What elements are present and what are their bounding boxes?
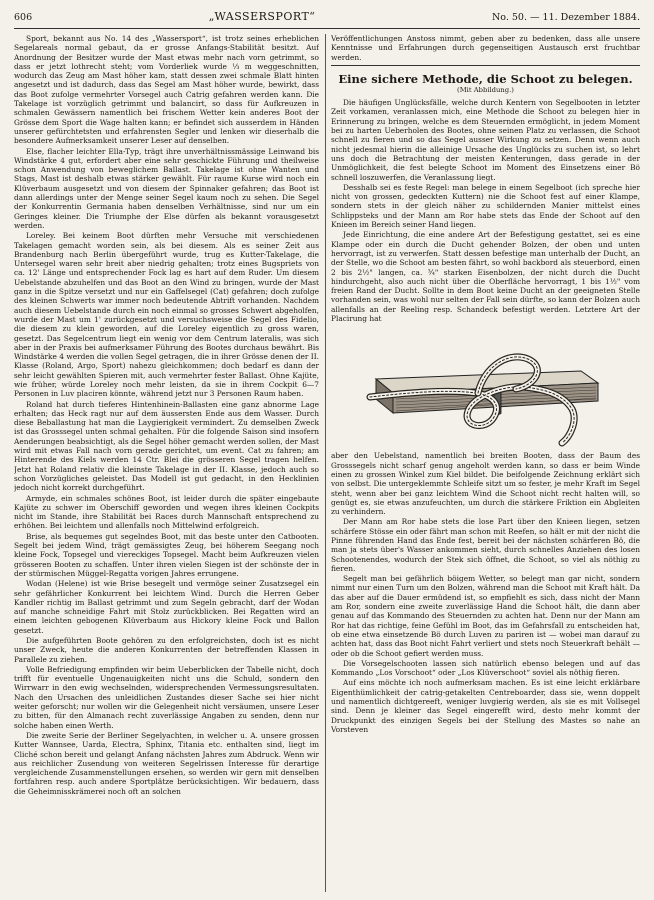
paragraph: Sport, bekannt aus No. 14 des „Wassersport“, ist trotz seines erheblichen Segelareals normal gebaut, da er grosse Anfangs-Stabilität besitzt. Auf Anordnung der Besitzer wurde der Mast etwas mehr nach vorn getrimmt, so dass er jetzt lothrecht steht; vom Vorderliek wurde ⅓ m weggeschnitten, wodurch das Zeug am Mast höher kam, statt dessen zwei schmale Blatt hinten angesetzt und ist dadurch, dass das Segel am Mast höher wurde, bewirkt, dass das Boot zufolge vermehrter Vorsegel auch Catrig gefahren werden kann. Die Takelage ist vorzüglich getrimmt und balancirt, so dass für Aufkreuzen in schmalen Gewässern namentlich bei frischem Wetter kein anderes Boot der Grösse dem Sport die Wage halten kann; er befindet sich ausserdem in Händen unserer gefürchtetsten und erfahrensten Segler und lenken wir dieserhalb die besondere Aufmerksamkeit unserer Leser auf denselben. — [14, 34, 319, 146]
paragraph: Volle Befriedigung empfinden wir beim Ueberblicken der Tabelle nicht, doch trifft für eventuelle Ungenauigkeiten nicht uns die Schuld, sondern den Wirrwarr in den ewig wechselnden, widersprechenden Vermessungsresultaten. Nach den Ursachen des unleidlichen Zustandes dieser Sache sei hier nicht weiter geforscht; nur wollen wir die Gelegenheit nicht versäumen, unsere Leser zu bitten, für den Almanach recht zuverlässige Angaben zu senden, denn nur solche haben einen Werth. — [14, 664, 319, 730]
publication-title: „WASSERSPORT“ — [208, 10, 316, 23]
paragraph: Die Vorsegelschooten lassen sich natürlich ebenso belegen und auf das Kommando „Los Vorschoot“ oder „Los Klüverschoot“ soviel als nöthig fieren. — [331, 658, 640, 678]
right-column — [331, 34, 640, 892]
article-subtitle: (Mit Abbildung.) — [457, 85, 514, 94]
paragraph: Brise, als bequemes gut segelndes Boot, mit das beste unter den Catbooten. Segelt bei jedem Wind, trägt gemässigtes Zeug, bei höherem Seegang noch kleine Fock, Topsegel und viereckiges Topsegel. Macht beim Aufkreuzen vielen grösseren Booten zu schaffen. Unter ihren vielen Siegen ist der schönste der in der stürmischen Müggel-Regatta vorigen Jahres errungene. — [14, 531, 319, 578]
paragraph: Else, flacher leichter Ella-Typ, trägt ihre unverhältnissmässige Leinwand bis Windstärke 4 gut, erfordert aber eine sehr geschickte Führung und theilweise schon Anwendung von beweglichem Ballast. Takelage ist ohne Wanten und Stags, Mast ist deshalb etwas stärker gewählt. Für raume Kurse wird noch ein Klüverbaum ausgesetzt und von diesem der Spinnaker gefahren; das Boot ist dann allerdings unter der Menge seiner Segel kaum noch zu sehen. Die Segel der Konkurrentin Germania haben denselben Verhältnisse, sind nur um ein Geringes kleiner. Die Triumphe der Else dürfen als bekannt vorausgesetzt werden. — [14, 146, 319, 230]
issue-info: No. 50. — 11. Dezember 1884. — [491, 12, 640, 23]
paragraph: aber den Uebelstand, namentlich bei breiten Booten, dass der Baum des Grosssegels nicht scharf genug angeholt werden kann, so dass er beim Winde einen zu grossen Winkel zum Kiel bildet. Die beifolgende Zeichnung erklärt sich von selbst. Die untergeklemmte Schleife sitzt um so fester, je mehr Kraft im Segel steht, wenn aber bei ganz leichtem Wind die Schoot nicht recht halten will, so genügt es, sie etwas anzufeuchten, um durch die stärkere Friktion ein Abgleiten zu verhindern. — [331, 451, 640, 517]
paragraph: Segelt man bei gefährlich böigem Wetter, so belegt man gar nicht, sondern nimmt nur einen Turn um den Bolzen, während man die Schoot mit Kraft hält. Da das aber auf die Dauer ermüdend ist, so empfiehlt es sich, dass nicht der Mann am Ror, sondern eine zweite zuverlässige Hand die Schoot hält, die dann aber genau auf das Kommando des Steuernden zu achten hat. Denn nur der Mann am Ror hat das richtige, feine Gefühl im Boot, das im Gefahrsfall zu entscheiden hat, ob eine etwa einsetzende Bö durch Luven zu pariren ist — wobei man darauf zu achten hat, dass das Boot nicht Fahrt verliert und stets noch Steuerkraft behält — oder ob die Schoot gefiert werden muss. — [331, 574, 640, 658]
paragraph: Armyde, ein schmales schönes Boot, ist leider durch die später eingebaute Kajüte zu schwer im Oberschiff geworden und wegen ihres kleinen Cockpits nicht im Stande, ihre Stabilität bei Races durch Mannschaft entsprechend zu erhöhen. Bei leichtem und allenfalls noch Mittelwind erfolgreich. — [14, 493, 319, 531]
paragraph: Die zweite Serie der Berliner Segelyachten, in welcher u. A. unsere grossen Kutter Wannsee, Uarda, Electra, Sphinx, Titania etc. enthalten sind, liegt im Cliché schon bereit und gelangt Anfang nächsten Jahres zum Abdruck. Wenn wir aus reichlicher Zusendung von weiteren Segelrissen Interesse für derartige vergleichende Zusammenstellungen ersehen, so werden wir gern mit denselben fortfahren resp. auch andere Sportplätze berücksichtigen. Wir bedauern, dass die Geheimnisskrämerei noch oft an solchen — [14, 730, 319, 796]
paragraph: Die aufgeführten Boote gehören zu den erfolgreichsten, doch ist es nicht unser Zweck, heute die anderen Konkurrenten der betreffenden Klassen in Parallele zu ziehen. — [14, 636, 319, 664]
rope-knot-illustration — [366, 327, 606, 447]
paragraph: Loreley. Bei keinem Boot dürften mehr Versuche mit verschiedenen Takelagen gemacht worden sein, als bei diesem. Als es seiner Zeit aus Brandenburg nach Berlin übergeführt wurde, trug es Kutter-Takelage, die Untersegel waren sehr breit aber niedrig gehalten; trotz eines Bugspriets von ca. 12' Länge und entsprechender Fock lag es hart auf dem Ruder. Um diesem Uebelstande abzuhelfen und das Boot an den Wind zu bringen, wurde der Mast ganz in die Spitze versetzt und nur ein Gaffelsegel (Cat) gefahren; doch zufolge des kleinen Schwerts war immer noch bedeutende Abtrift vorhanden. Nachdem auch diesem Uebelstande durch ein noch einmal so grosses Schwert abgeholfen, wurde der Mast um 1' zurückgesetzt und versuchsweise die Segel des Fidelio, die diesem zu klein geworden, auf die Loreley eigentlich zu gross waren, gesetzt. Das Segelcentrum liegt ein wenig vor dem Centrum lateralis, was sich aber in der Praxis bei aufmerksamer Führung des Bootes durchaus bewährt. Bis Windstärke 4 werden die vollen Segel getragen, die in ihrer Grösse denen der II. Klasse (Roland, Argo, Sport) nahezu gleichkommen; doch bedarf es dann der sehr leicht gewählten Spieren mit, auch vermehrter fester Ballast. Ohne Kajüte, wie früher, würde Loreley noch mehr leisten, da sie in ihrem Cockpit 6—7 Personen in Luv placiren könnte, während jetzt nur 3 Personen Raum haben. — [14, 231, 319, 399]
paragraph: Der Mann am Ror habe stets die lose Part über den Knieen liegen, setzen schärfere Stösse ein oder fährt man schon mit Reefen, so hält er mit der nicht die Pinne führenden Hand das Ende fest, bereit bei der nächsten schärferen Bö, die man ja stets über's Wasser ankommen sieht, durch schnelles Anziehen des losen Schootenendes, wodurch der Stek sich öffnet, die Schoot, so viel als nöthig zu fieren. — [331, 517, 640, 573]
page-header — [14, 10, 640, 29]
left-column — [14, 34, 319, 892]
article-title: Eine sichere Methode, die Schoot zu belegen. — [338, 71, 633, 86]
paragraph: Veröffentlichungen Anstoss nimmt, geben aber zu bedenken, dass alle unsere Kenntnisse und Erfahrungen durch gegenseitigen Austausch erst fruchtbar werden. — [331, 34, 640, 66]
paragraph: Auf eins möchte ich noch aufmerksam machen. Es ist eine leicht erklärbare Eigenthümlichkeit der catrig-getakelten Centreboarder, dass sie, wenn doppelt und namentlich dichtgereeft, weniger luvgierig werden, als sie es mit Vollsegel sind. Denn je kleiner das Segel eingerefft wird, desto mehr kommt der Druckpunkt des einzigen Segels bei der Stellung des Mastes so nahe an Vorsteven — [331, 678, 640, 734]
paragraph: Roland hat durch tieferes Hintenhinein-Ballasten eine ganz abnorme Lage erhalten; das Heck ragt nur auf dem äussersten Ende aus dem Wasser. Durch diese Beballastung hat man die Laygierigkeit vermindert. Zu demselben Zweck ist das Grosssegel unten schmal gehalten. Für die folgende Saison sind insofern Aenderungen beabsichtigt, als die Segel höher gemacht werden sollen, der Mast wird mit etwas Fall nach vorn gerade gerichtet, um event. Cat zu fahren; am Hinterende des Kiels werden 14 Ctr. Blei die grösseren Segel tragen helfen. Jetzt hat Roland relativ die kleinste Takelage in der II. Klasse, jedoch auch so schon Vorzügliches geleistet. Das Modell ist gut gedacht, in den Hecklinien jedoch nicht korrekt durchgeführt. — [14, 399, 319, 493]
paragraph: Jede Einrichtung, die eine andere Art der Befestigung gestattet, sei es eine Klampe oder ein durch die Ducht gehender Bolzen, der oben und unten hervorragt, ist zu verwerfen. Statt dessen befestige man unterhalb der Ducht, an der Stelle, wo die Schoot am besten fährt, so wohl backbord als steuerbord, einen 2 bis 2½" langen, ca. ¾" starken Eisenbolzen, der nicht durch die Ducht hindurchgeht, also auch nicht über die Oberfläche hervorragt, 1 bis 1½" vom freien Rand der Ducht. Sollte in dem Boot keine Ducht an der geeigneten Stelle vorhanden sein, was wohl nur selten der Fall sein dürfte, so kann der Bolzen auch allenfalls an der Reeling resp. Schandeck befestigt werden. Letztere Art der Placirung hat — [331, 230, 640, 324]
column-divider — [325, 34, 326, 892]
paragraph: Die häufigen Unglücksfälle, welche durch Kentern von Segelbooten in letzter Zeit vorkamen, veranlassen mich, eine Methode die Schoot zu belegen hier in Erinnerung zu bringen, welche es dem Steuernden ermöglicht, in jedem Moment bei zu harten Ueberholen des Bootes, ohne seinen Platz zu verlassen, die Schoot schnell zu fieren und so das Segel ausser Wirkung zu setzen. Denn wenn auch nicht jedesmal hierin die alleinige Ursache des Unglücks zu suchen ist, so lehrt uns doch die Betrachtung der meisten Kenterungen, dass gerade in der Unmöglichkeit, die fest belegte Schoot im Moment des Einsetzens einer Bö schnell loszuwerfen, die Veranlassung liegt. — [331, 98, 640, 182]
paragraph: Wodan (Helene) ist wie Brise besegelt und vermöge seiner Zusatzsegel ein sehr gefährlicher Konkurrent bei leichtem Wind. Durch die Herren Geber Kandler richtig im Ballast getrimmt und zum Segeln gebracht, darf der Wodan auf manche schneidige Fahrt mit Stolz zurückblicken. Bei Regatten wird an einem leichten gebogenen Klüverbaum aus Hickory kleine Fock und Ballon gesetzt. — [14, 579, 319, 635]
page-number: 606 — [14, 12, 33, 23]
paragraph: Desshalb sei es feste Regel: man belege in einem Segelboot (ich spreche hier nicht von grossen, gedeckten Kuttern) nie die Schoot fest auf einer Klampe, sondern stets in der gleich näher zu schildernden Manier mittelst eines Schlippsteks und der Mann am Ror habe stets das Ende der Schoot auf den Knieen im Bereich seiner Hand liegen. — [331, 182, 640, 230]
